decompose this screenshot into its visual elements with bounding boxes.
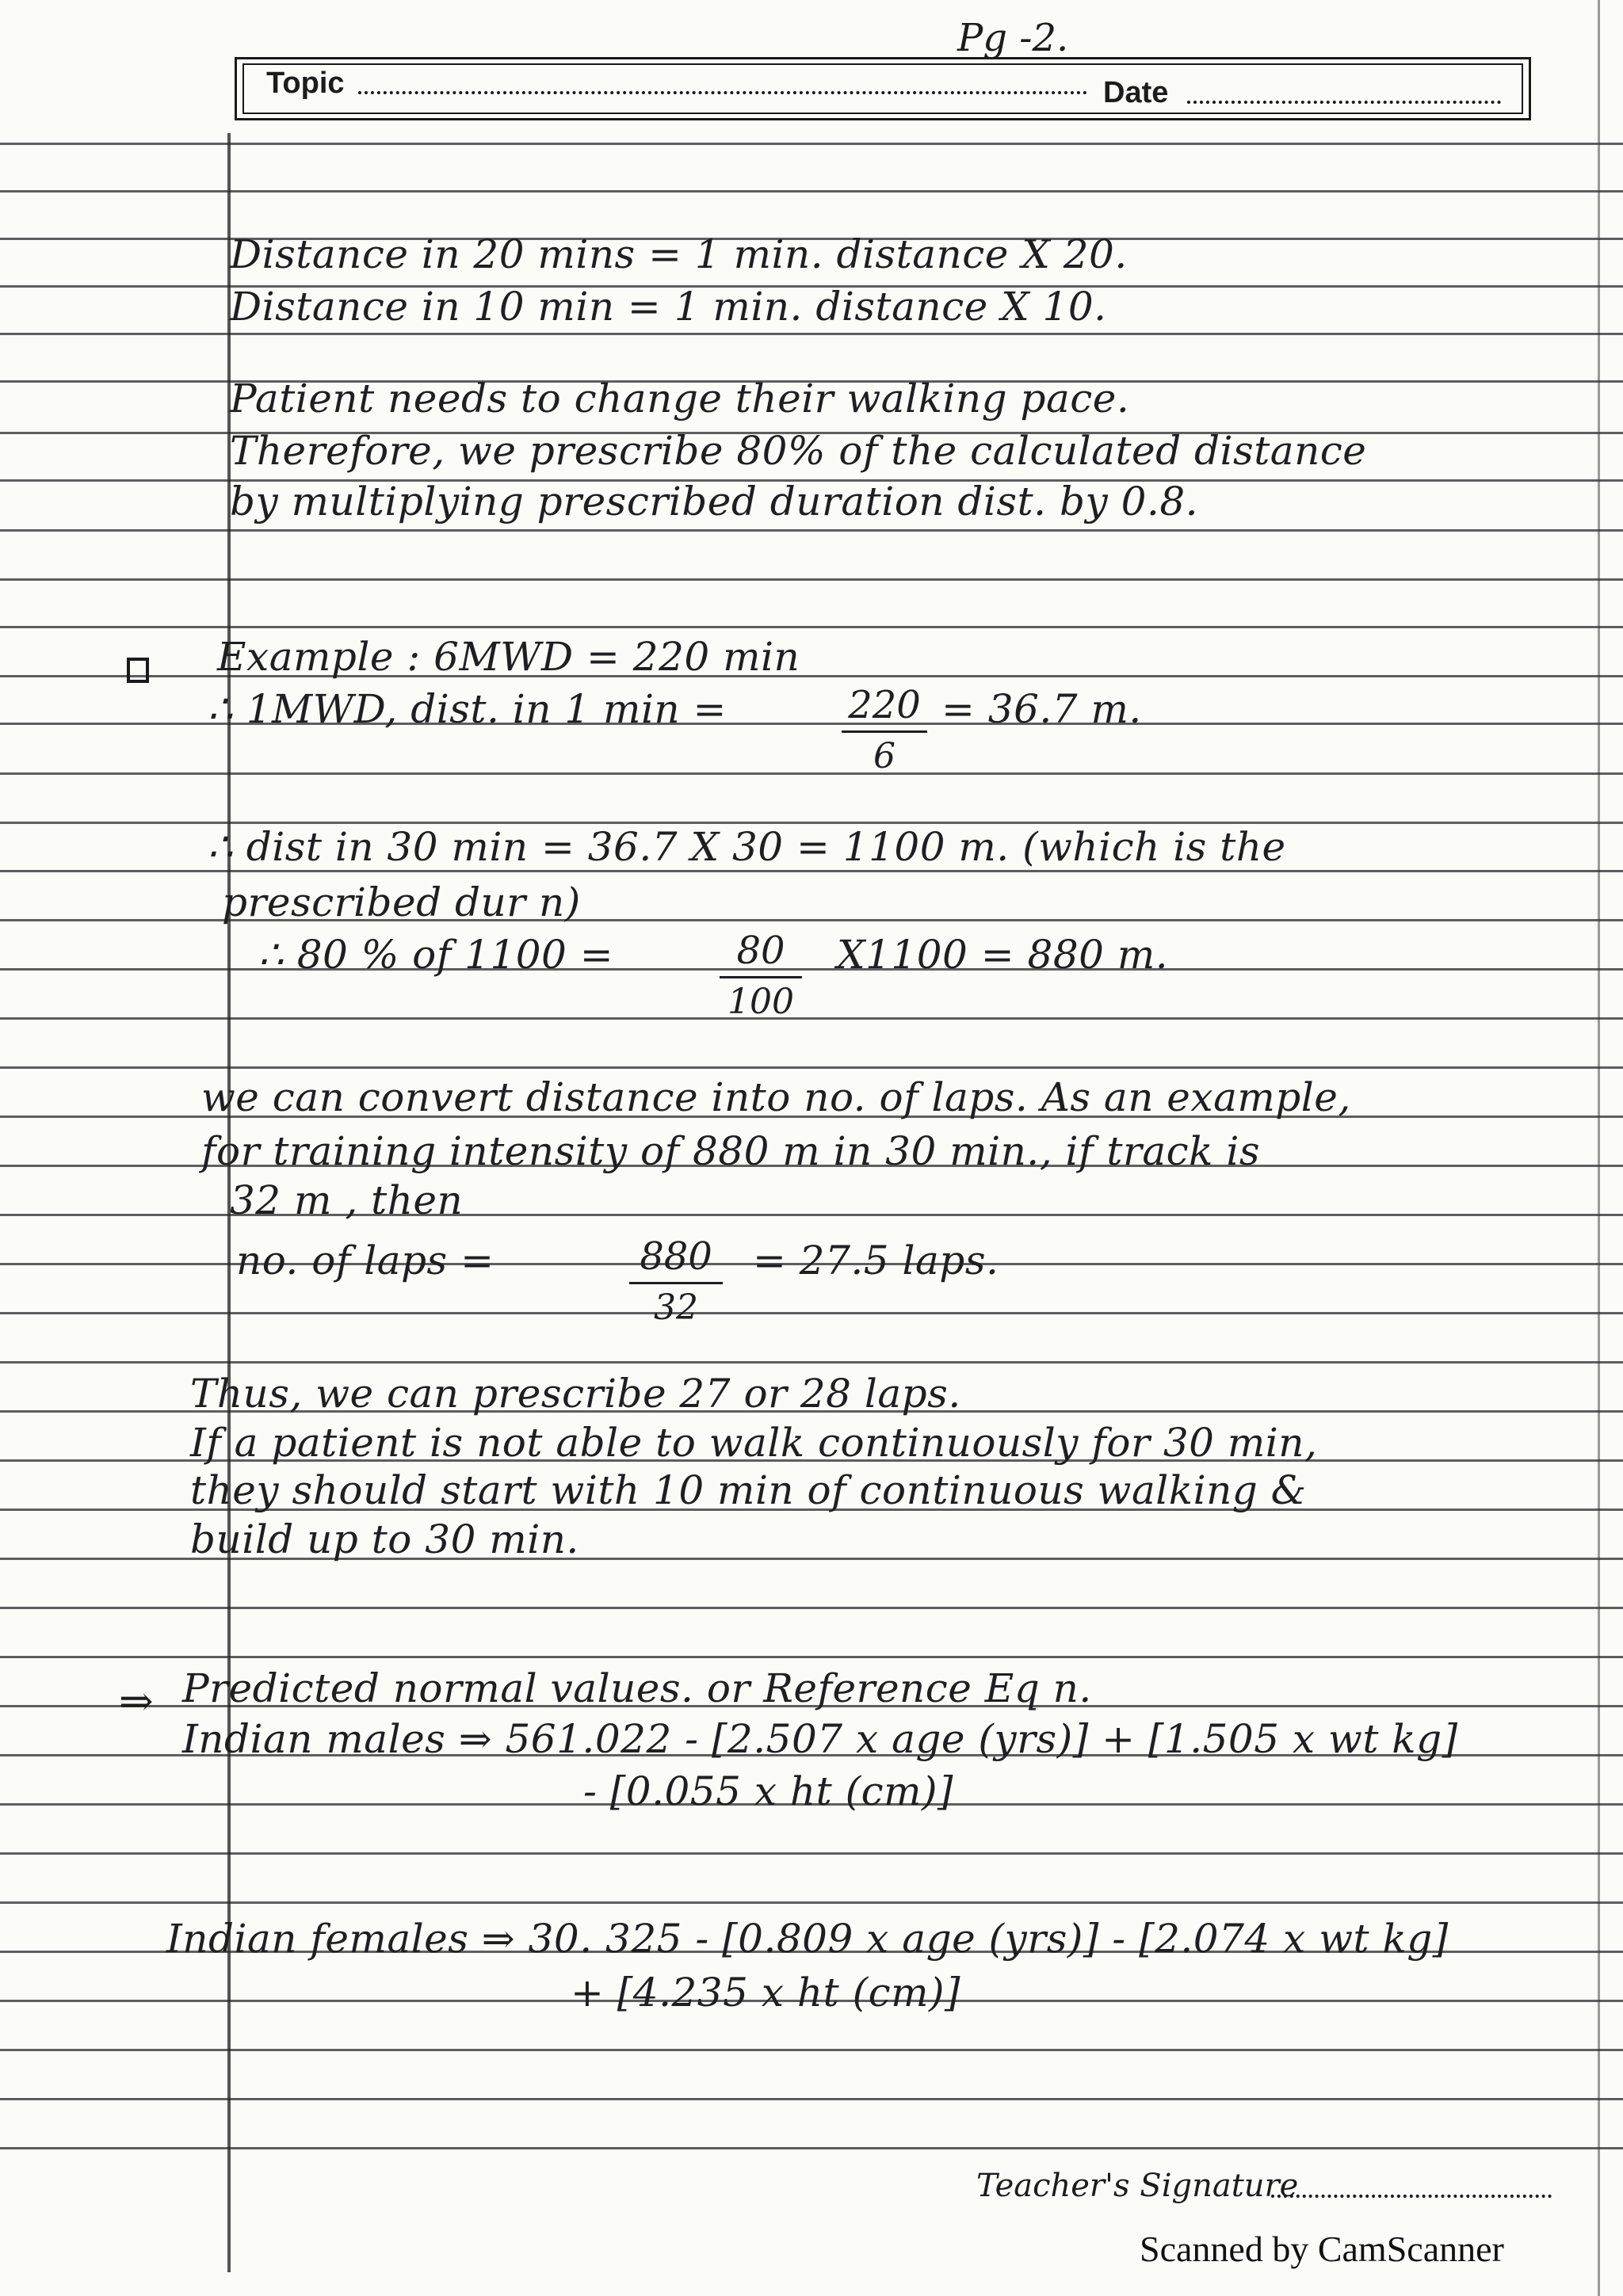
ruled-line [0,1312,1623,1314]
fraction-220-over-6 [842,683,927,776]
ruled-line [0,143,1623,145]
ruled-line [0,2049,1623,2051]
ruled-line [0,529,1623,532]
fraction-880-over-32 [629,1234,723,1328]
fraction-numerator: 80 [736,929,785,973]
note-line: Indian males ⇒ 561.022 - [2.507 x age (yrs)] + [1.505 x wt kg] [182,1716,1458,1762]
ruled-line [0,772,1623,775]
note-line: Patient needs to change their walking pace. [230,376,1130,421]
page-edge [1598,0,1600,2296]
ruled-line [0,1017,1623,1020]
note-line: ∴ 1MWD, dist. in 1 min = [208,686,727,732]
fraction-bar [842,730,927,733]
fraction-denominator: 32 [654,1287,698,1328]
note-line: Indian females ⇒ 30. 325 - [0.809 x age (yrs)] - [2.074 x wt kg] [166,1916,1449,1962]
note-line: for training intensity of 880 m in 30 min., if track is [201,1128,1261,1174]
ruled-line [0,968,1623,971]
ruled-line [0,2147,1623,2149]
note-line: + [4.235 x ht (cm)] [571,1970,961,2016]
note-line: by multiplying prescribed duration dist. by 0.8. [230,479,1199,524]
fraction-numerator: 220 [848,683,921,727]
note-line: ∴ dist in 30 min = 36.7 X 30 = 1100 m. (which is the [208,824,1286,870]
fraction-numerator: 880 [640,1234,712,1279]
note-line: Distance in 10 min = 1 min. distance X 10. [230,284,1107,330]
note-line: = 36.7 m. [941,686,1142,732]
note-line: Thus, we can prescribe 27 or 28 laps. [190,1371,961,1417]
ruled-line [0,870,1623,872]
note-line: Distance in 20 mins = 1 min. distance X 20. [230,231,1128,277]
date-dotted-line [1187,98,1501,104]
page-number: Pg -2. [957,16,1069,60]
ruled-line [0,2098,1623,2100]
note-line: If a patient is not able to walk continuously for 30 min, [190,1420,1318,1466]
note-line: they should start with 10 min of continuous walking & [190,1467,1307,1513]
note-line: prescribed dur n) [222,879,581,925]
double-arrow-icon: ⇒ [119,1678,154,1726]
note-line: Therefore, we prescribe 80% of the calculated distance [230,428,1367,474]
checkbox-icon [127,658,149,683]
note-line: no. of laps = [236,1238,495,1283]
fraction-denominator: 100 [727,982,794,1022]
ruled-line [0,333,1623,335]
teacher-signature-label: Teacher's Signature [976,2168,1299,2204]
fraction-80-over-100 [720,929,802,1022]
note-line: = 27.5 laps. [753,1238,999,1283]
note-line: X1100 = 880 m. [837,932,1169,978]
scanner-watermark: Scanned by CamScanner [1140,2229,1504,2269]
ruled-line [0,1901,1623,1904]
fraction-denominator: 6 [873,736,896,776]
note-line: Example : 6MWD = 220 min [217,634,800,680]
ruled-line [0,578,1623,581]
ruled-line [0,1656,1623,1658]
ruled-line [0,1852,1623,1855]
ruled-line [0,190,1623,193]
note-line: build up to 30 min. [190,1516,579,1562]
topic-dotted-line [358,89,1087,94]
note-line: ∴ 80 % of 1100 = [258,932,614,978]
date-label: Date [1103,76,1169,109]
note-line: we can convert distance into no. of laps. As an example, [201,1074,1351,1120]
fraction-bar [629,1282,723,1284]
note-line: 32 m , then [230,1177,464,1223]
signature-dotted-line [1271,2195,1552,2198]
topic-label: Topic [266,67,345,100]
fraction-bar [720,976,802,978]
note-line: - [0.055 x ht (cm)] [583,1768,954,1814]
ruled-line [0,1361,1623,1363]
ruled-line [0,1607,1623,1609]
ruled-line [0,1066,1623,1069]
note-line: Predicted normal values. or Reference Eq n. [182,1665,1092,1711]
ruled-line [0,626,1623,628]
